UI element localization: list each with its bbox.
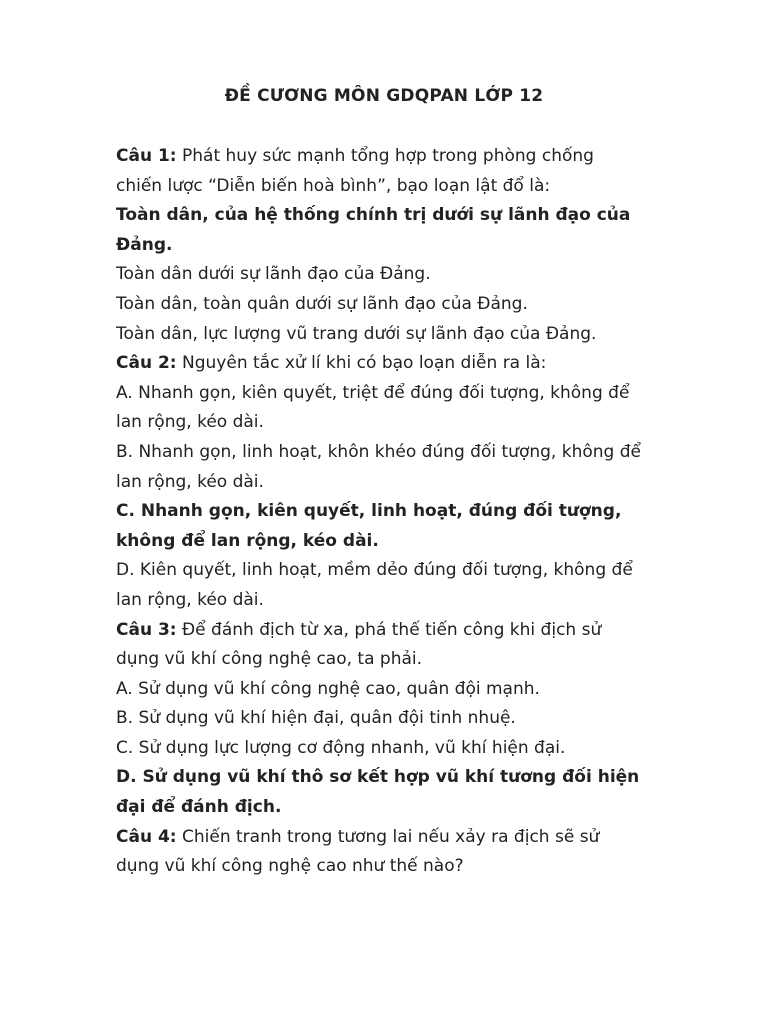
question-2-text: Nguyên tắc xử lí khi có bạo loạn diễn ra là: <box>176 353 547 374</box>
q2-option-d-cont: lan rộng, kéo dài. <box>116 589 264 610</box>
q3-option-a: A. Sử dụng vũ khí công nghệ cao, quân đội mạnh. <box>116 678 540 699</box>
q2-option-d: D. Kiên quyết, linh hoạt, mềm dẻo đúng đối tượng, không để <box>116 560 633 581</box>
question-3-label: Câu 3: <box>116 619 177 640</box>
question-3-text: Để đánh địch từ xa, phá thế tiến công khi địch sử <box>176 619 602 640</box>
q1-option: Toàn dân, lực lượng vũ trang dưới sự lãnh đạo của Đảng. <box>116 323 597 344</box>
question-2-label: Câu 2: <box>116 353 177 374</box>
question-4 <box>116 823 696 853</box>
q3-option-c: C. Sử dụng lực lượng cơ động nhanh, vũ khí hiện đại. <box>116 737 566 758</box>
q2-option-a: A. Nhanh gọn, kiên quyết, triệt để đúng đối tượng, không để <box>116 382 630 403</box>
q2-option-b: B. Nhanh gọn, linh hoạt, khôn khéo đúng đối tượng, không để <box>116 441 641 462</box>
document-body <box>116 142 696 882</box>
q3-option-d-correct: D. Sử dụng vũ khí thô sơ kết hợp vũ khí tương đối hiện <box>116 767 640 788</box>
question-3 <box>116 616 696 646</box>
question-1-label: Câu 1: <box>116 146 177 166</box>
document-title: ĐỀ CƯƠNG MÔN GDQPAN LỚP 12 <box>224 86 544 106</box>
q3-option-d-correct-cont: đại để đánh địch. <box>116 797 282 818</box>
question-4-text: Chiến tranh trong tương lai nếu xảy ra địch sẽ sử <box>176 826 600 847</box>
q2-option-c-correct-cont: không để lan rộng, kéo dài. <box>116 530 379 551</box>
q1-option: Toàn dân dưới sự lãnh đạo của Đảng. <box>116 264 431 285</box>
question-1 <box>116 142 696 172</box>
q1-answer-correct-cont: Đảng. <box>116 234 173 255</box>
question-3-text-cont: dụng vũ khí công nghệ cao, ta phải. <box>116 649 423 670</box>
q1-answer-correct: Toàn dân, của hệ thống chính trị dưới sự lãnh đạo của <box>116 205 631 226</box>
question-4-label: Câu 4: <box>116 826 177 847</box>
q2-option-c-correct: C. Nhanh gọn, kiên quyết, linh hoạt, đúng đối tượng, <box>116 501 622 522</box>
q2-option-b-cont: lan rộng, kéo dài. <box>116 471 264 492</box>
question-1-text: Phát huy sức mạnh tổng hợp trong phòng chống <box>176 146 594 166</box>
question-2 <box>116 349 696 379</box>
question-1-text-cont: chiến lược “Diễn biến hoà bình”, bạo loạn lật đổ là: <box>116 175 551 196</box>
q2-option-a-cont: lan rộng, kéo dài. <box>116 412 264 433</box>
question-4-text-cont: dụng vũ khí công nghệ cao như thế nào? <box>116 856 464 877</box>
q1-option: Toàn dân, toàn quân dưới sự lãnh đạo của Đảng. <box>116 293 528 314</box>
q3-option-b: B. Sử dụng vũ khí hiện đại, quân đội tinh nhuệ. <box>116 708 516 729</box>
